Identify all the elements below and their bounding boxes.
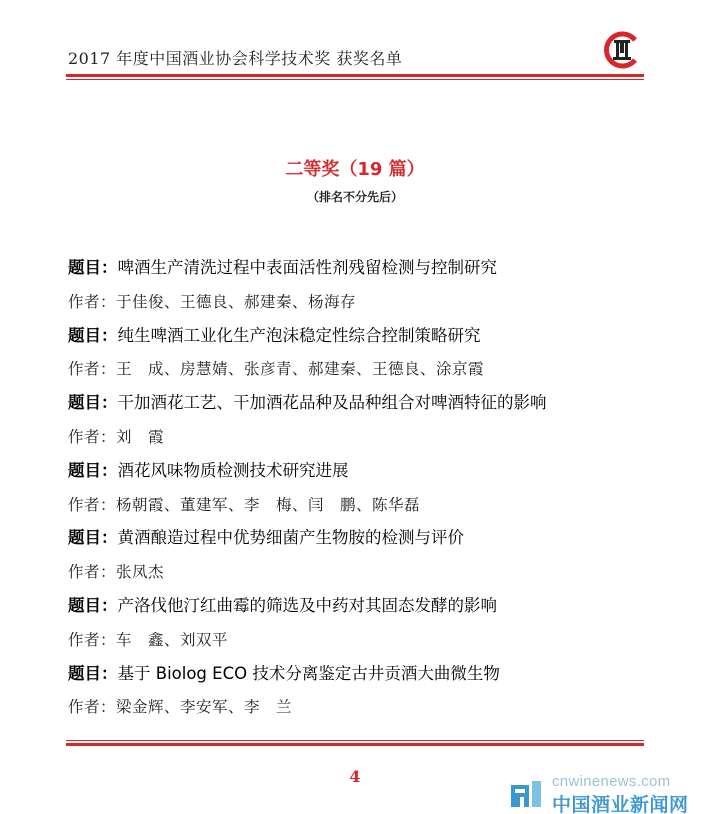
entry-author-line: [68, 495, 658, 529]
cnwinenews-logo-icon: [508, 777, 544, 811]
entry-title-line: [68, 461, 658, 495]
entry-authors: 杨朝霞、董建军、李 梅、闫 鹏、陈华磊: [116, 495, 421, 514]
entry-title-line: [68, 664, 658, 698]
footer-rule-thick: [66, 743, 644, 746]
watermark-name: 中国酒业新闻网: [552, 794, 689, 814]
entry-authors: 王 成、房慧婧、张彦青、郝建秦、王德良、涂京霞: [116, 360, 485, 379]
entry-title: 黄酒酿造过程中优势细菌产生物胺的检测与评价: [117, 528, 464, 548]
entry-author-line: [68, 562, 658, 596]
author-label: 作者：: [68, 495, 117, 514]
entry-title-line: [68, 393, 658, 427]
entry-authors: 车 鑫、刘双平: [116, 630, 229, 649]
award-entry: [68, 461, 658, 529]
entry-authors: 于佳俊、王德良、郝建秦、杨海存: [116, 292, 357, 311]
entry-author-line: [68, 292, 658, 326]
author-label: 作者：: [68, 292, 117, 311]
entry-authors: 梁金辉、李安军、李 兰: [116, 698, 293, 717]
author-label: 作者：: [68, 630, 117, 649]
entry-authors: 张凤杰: [116, 563, 165, 582]
award-entry: [68, 664, 658, 732]
header-rule-thin: [66, 79, 644, 80]
title-label: 题目：: [68, 595, 118, 615]
title-label: 题目：: [68, 528, 118, 548]
entry-title: 干加酒花工艺、干加酒花品种及品种组合对啤酒特征的影响: [117, 393, 547, 413]
award-entry: [68, 258, 658, 326]
entry-authors: 刘 霞: [116, 427, 165, 446]
title-label: 题目：: [68, 325, 118, 345]
entry-title: 基于 Biolog ECO 技术分离鉴定古井贡酒大曲微生物: [117, 663, 500, 683]
entry-title: 产洛伐他汀红曲霉的筛选及中药对其固态发酵的影响: [117, 595, 497, 615]
award-entry: [68, 326, 658, 394]
title-label: 题目：: [68, 393, 118, 413]
author-label: 作者：: [68, 360, 117, 379]
title-label: 题目：: [68, 258, 118, 277]
entry-title-line: [68, 528, 658, 562]
entry-title-line: [68, 258, 658, 292]
entry-author-line: [68, 697, 658, 731]
author-label: 作者：: [68, 698, 117, 717]
entry-author-line: [68, 359, 658, 393]
watermark: [508, 773, 708, 813]
title-label: 题目：: [68, 663, 118, 683]
entry-title: 纯生啤酒工业化生产泡沫稳定性综合控制策略研究: [117, 325, 481, 345]
award-list: [68, 258, 658, 731]
watermark-url: cnwinenews.com: [552, 773, 671, 790]
title-label: 题目：: [68, 460, 118, 480]
author-label: 作者：: [68, 427, 117, 446]
entry-title-line: [68, 596, 658, 630]
section-title: 二等奖（19 篇）: [285, 159, 425, 180]
author-label: 作者：: [68, 563, 117, 582]
award-entry: [68, 528, 658, 596]
entry-title: 啤酒生产清洗过程中表面活性剂残留检测与控制研究: [117, 258, 497, 277]
award-entry: [68, 393, 658, 461]
award-entry: [68, 596, 658, 664]
header-title: 2017 年度中国酒业协会科学技术奖 获奖名单: [68, 49, 403, 68]
entry-title-line: [68, 326, 658, 360]
entry-title: 酒花风味物质检测技术研究进展: [117, 460, 349, 480]
section-note: （排名不分先后）: [306, 190, 403, 204]
entry-author-line: [68, 630, 658, 664]
entry-author-line: [68, 427, 658, 461]
header-rule-thick: [66, 74, 644, 77]
cba-logo-icon: [602, 30, 642, 70]
page-number: 4: [349, 767, 361, 786]
footer-rule-thin: [66, 740, 644, 741]
